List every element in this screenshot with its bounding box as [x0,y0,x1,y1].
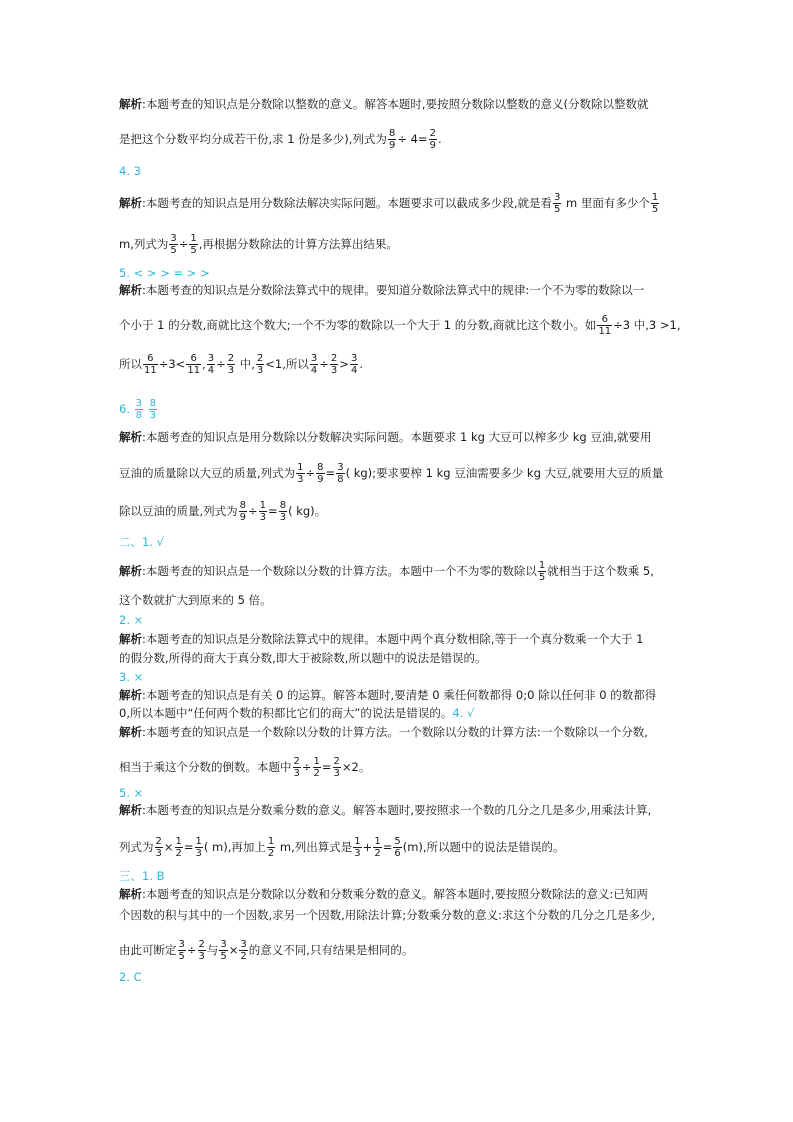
analysis-line: 这个数就扩大到原来的 5 倍。 [119,593,272,607]
fraction: $\frac{1}{3}$ [297,462,304,485]
answer-number: 5. < > > = > > [119,266,210,280]
analysis-text: (m),所以题中的说法是错误的。 [402,840,565,854]
answer-number: 4. √ [452,706,475,720]
analysis-line [119,462,663,485]
fraction: $\frac{6}{11}$ [187,353,201,376]
analysis-line [119,283,644,297]
analysis-text: ÷ [305,466,316,480]
analysis-label: 解析 [119,97,142,111]
fraction: $\frac{1}{5}$ [190,233,197,256]
analysis-label: 解析 [119,196,142,210]
analysis-text: = [321,760,332,774]
analysis-text: > [339,357,349,371]
fraction: $\frac{5}{6}$ [394,836,401,859]
fraction: $\frac{1}{2}$ [175,836,182,859]
answer-number: 5. × [119,786,144,800]
analysis-text: ÷ [301,760,312,774]
fraction: $\frac{2}{9}$ [429,128,436,151]
analysis-line [119,128,442,151]
fraction: $\frac{6}{11}$ [144,353,157,376]
analysis-text: m 里面有多少个 [562,196,650,210]
fraction: $\frac{8}{9}$ [317,462,324,485]
analysis-text: :本题考查的知识点是一个数除以分数的计算方法。本题中一个不为零的数除以 [142,564,537,578]
analysis-text: ÷ [216,357,226,371]
answer-number: 4. 3 [119,164,141,178]
analysis-text: :本题考查的知识点是用分数除以分数解决实际问题。本题要求 1 kg 大豆可以榨多少 kg 豆油,就要用 [142,430,652,444]
fraction: $\frac{3}{2}$ [240,939,247,962]
analysis-text: = [268,504,278,518]
analysis-line [119,756,370,779]
analysis-text: = [382,840,393,854]
analysis-label: 解析 [119,725,142,739]
analysis-text: . [359,357,363,371]
fraction: $\frac{1}{5}$ [651,192,659,215]
analysis-text: ÷3< [158,357,186,371]
analysis-text: ÷3 中,3 >1, [613,318,681,332]
analysis-line [119,500,326,523]
analysis-text: 相当于乘这个分数的倒数。本题中 [119,760,292,774]
analysis-text: m,列出算式是 [276,840,353,854]
fraction: $\frac{1}{2}$ [267,836,275,859]
analysis-text: :本题考查的知识点是一个数除以分数的计算方法。一个数除以分数的计算方法:一个数除以一个分数, [142,725,648,739]
answer-number: 二、1. √ [119,535,164,549]
fraction: $\frac{3}{4}$ [310,353,318,376]
answer-number: 2. C [119,970,142,984]
analysis-line [119,97,649,111]
analysis-label: 解析 [119,632,142,646]
fraction: $\frac{1}{3}$ [354,836,361,859]
analysis-text: + [362,840,373,854]
analysis-line [119,353,363,376]
analysis-text: × [163,840,174,854]
analysis-text: <1,所以 [265,357,309,371]
answer-number: 2. × [119,613,144,627]
fraction: $\frac{3}{4}$ [207,353,215,376]
analysis-text: 的意义不同,只有结果是相同的。 [248,943,414,957]
analysis-text: :本题考查的知识点是分数除法算式中的规律。要知道分数除法算式中的规律:一个不为零的数除以一 [142,283,645,297]
fraction: $\frac{3}{5}$ [554,192,561,215]
analysis-text: ×2。 [341,760,371,774]
analysis-text: :本题考查的知识点是分数除以整数的意义。解答本题时,要按照分数除以整数的意义(分数除以整数就 [142,97,649,111]
fraction: $\frac{3}{5}$ [170,233,177,256]
analysis-text: 个小于 1 的分数,商就比这个数大;一个不为零的数除以一个大于 1 的分数,商就比这个数小。如 [119,318,597,332]
fraction: $\frac{1}{2}$ [374,836,381,859]
analysis-line [119,836,565,859]
fraction: $\frac{2}{3}$ [333,756,340,779]
analysis-text: 0,所以本题中“任何两个数的积都比它们的商大”的说法是错误的。 [119,706,453,720]
fraction: $\frac{3}{5}$ [220,939,227,962]
analysis-text: 是把这个分数平均分成若干份,求 1 份是多少),列式为 [119,132,387,146]
fraction: $\frac{2}{3}$ [293,756,300,779]
analysis-text: ÷ [186,943,197,957]
analysis-text: ÷ 4= [397,132,428,146]
fraction: $\frac{3}{4}$ [350,353,358,376]
analysis-label: 解析 [119,803,142,817]
analysis-line [119,887,648,901]
fraction: $\frac{8}{9}$ [388,128,396,151]
answer-number [119,398,158,421]
analysis-text: 就相当于这个数乘 5, [547,564,654,578]
analysis-line [119,632,644,646]
fraction: $\frac{2}{3}$ [227,353,235,376]
analysis-text: 与 [206,943,219,957]
fraction: $\frac{2}{3}$ [155,836,162,859]
analysis-label: 解析 [119,887,142,901]
analysis-text: 中, [236,357,255,371]
analysis-text: 除以豆油的质量,列式为 [119,504,238,518]
analysis-text: :本题考查的知识点是用分数除法解决实际问题。本题要求可以截成多少段,就是看 [142,196,553,210]
analysis-label: 解析 [119,283,142,297]
analysis-line [119,192,660,215]
answer-label: 6. [119,402,130,416]
fraction: $\frac{1}{2}$ [313,756,320,779]
fraction: $\frac{3}{8}$ [337,462,344,485]
analysis-label: 解析 [119,688,142,702]
analysis-text: :本题考查的知识点是分数除以分数和分数乘分数的意义。解答本题时,要按照分数除法的意义:已知两 [142,887,648,901]
analysis-line [119,706,474,720]
analysis-text: :本题考查的知识点是分数除法算式中的规律。本题中两个真分数相除,等于一个真分数乘一个大于 1 [142,632,644,646]
fraction: $\frac{8}{9}$ [239,500,247,523]
analysis-text: 由此可断定 [119,943,177,957]
analysis-line [119,314,681,337]
analysis-text: m,列式为 [119,237,169,251]
answer-number: 3. × [119,670,144,684]
analysis-text: :本题考查的知识点是有关 0 的运算。解答本题时,要清楚 0 乘任何数都得 0;0 除以任何非 0 的数都得 [142,688,657,702]
analysis-text: ,再根据分数除法的计算方法算出结果。 [198,237,398,251]
analysis-text: ( kg)。 [288,504,327,518]
fraction: $\frac{8}{3}$ [279,500,287,523]
analysis-line [119,725,648,739]
analysis-text: × [228,943,239,957]
fraction: $\frac{2}{3}$ [256,353,264,376]
analysis-text: :本题考查的知识点是分数乘分数的意义。解答本题时,要按照求一个数的几分之几是多少,用乘法计算, [142,803,652,817]
analysis-line [119,939,413,962]
analysis-label: 解析 [119,564,142,578]
analysis-text: 所以 [119,357,142,371]
analysis-text: ( kg);要求要榨 1 kg 豆油需要多少 kg 大豆,就要用大豆的质量 [345,466,664,480]
analysis-line [119,803,651,817]
fraction: $\frac{1}{3}$ [259,500,267,523]
fraction: $\frac{6}{11}$ [598,314,612,337]
fraction: $\frac{3}{8}$ [135,398,143,421]
fraction: $\frac{2}{3}$ [198,939,205,962]
analysis-line [119,233,398,256]
fraction: $\frac{8}{3}$ [149,398,157,421]
fraction: $\frac{2}{3}$ [330,353,338,376]
analysis-text: = [325,466,336,480]
analysis-text: ÷ [319,357,329,371]
analysis-text: ÷ [178,237,189,251]
analysis-line: 个因数的积与其中的一个因数,求另一个因数,用除法计算;分数乘分数的意义:求这个分数的几分之几是多少, [119,908,656,922]
analysis-line [119,560,654,583]
analysis-text: . [437,132,442,146]
answer-number: 三、1. B [119,869,165,883]
analysis-text: ( m),再加上 [203,840,266,854]
analysis-text: 豆油的质量除以大豆的质量,列式为 [119,466,296,480]
analysis-text: 列式为 [119,840,154,854]
fraction: $\frac{1}{5}$ [538,560,546,583]
analysis-line [119,688,656,702]
analysis-line [119,430,652,444]
analysis-text: = [183,840,194,854]
fraction: $\frac{3}{5}$ [178,939,185,962]
analysis-label: 解析 [119,430,142,444]
analysis-text: , [202,357,206,371]
fraction: $\frac{1}{3}$ [195,836,202,859]
analysis-text: ÷ [248,504,258,518]
analysis-line: 的假分数,所得的商大于真分数,即大于被除数,所以题中的说法是错误的。 [119,651,487,665]
